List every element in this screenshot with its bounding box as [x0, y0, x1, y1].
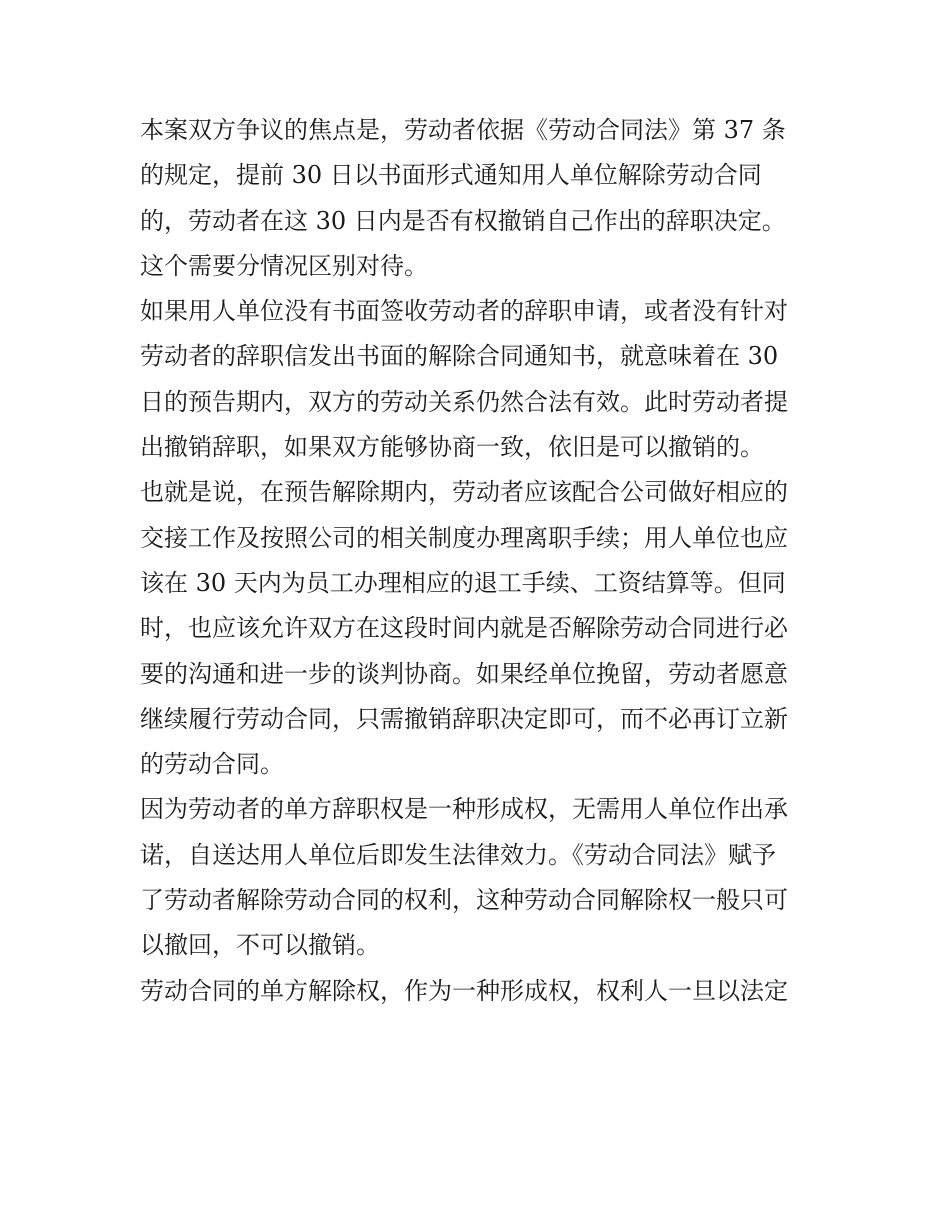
- text-line: 这个需要分情况区别对待。: [140, 251, 428, 280]
- document-body: [140, 108, 820, 1014]
- text-line: 本案双方争议的焦点是，劳动者依据《劳动合同法》第 37 条: [140, 116, 786, 144]
- text-line: 劳动者的辞职信发出书面的解除合同通知书，就意味着在 30: [140, 342, 779, 371]
- text-line: 诺，自送达用人单位后即发生法律效力。《劳动合同法》赋予: [140, 840, 776, 869]
- text-line: 继续履行劳动合同，只需撤销辞职决定即可，而不必再订立新: [140, 704, 788, 733]
- text-line: 的规定，提前 30 日以书面形式通知用人单位解除劳动合同: [140, 161, 762, 190]
- text-line: 劳动合同的单方解除权，作为一种形成权，权利人一旦以法定: [140, 976, 788, 1005]
- text-line: 的，劳动者在这 30 日内是否有权撤销自己作出的辞职决定。: [140, 206, 786, 235]
- text-line: 要的沟通和进一步的谈判协商。如果经单位挽留，劳动者愿意: [140, 659, 788, 688]
- text-line: 了劳动者解除劳动合同的权利，这种劳动合同解除权一般只可: [140, 886, 788, 915]
- text-line: 交接工作及按照公司的相关制度办理离职手续；用人单位也应: [140, 523, 788, 552]
- text-line: 如果用人单位没有书面签收劳动者的辞职申请，或者没有针对: [140, 297, 788, 326]
- text-line: 该在 30 天内为员工办理相应的退工手续、工资结算等。但同: [140, 568, 786, 597]
- text-line: 时，也应该允许双方在这段时间内就是否解除劳动合同进行必: [140, 614, 788, 643]
- text-line: 日的预告期内，双方的劳动关系仍然合法有效。此时劳动者提: [140, 387, 788, 416]
- text-line: 以撤回，不可以撤销。: [140, 931, 380, 960]
- text-line: 也就是说，在预告解除期内，劳动者应该配合公司做好相应的: [140, 478, 788, 507]
- text-line: 出撤销辞职，如果双方能够协商一致，依旧是可以撤销的。: [140, 433, 764, 462]
- text-line: 的劳动合同。: [140, 750, 284, 779]
- text-line: 因为劳动者的单方辞职权是一种形成权，无需用人单位作出承: [140, 795, 788, 824]
